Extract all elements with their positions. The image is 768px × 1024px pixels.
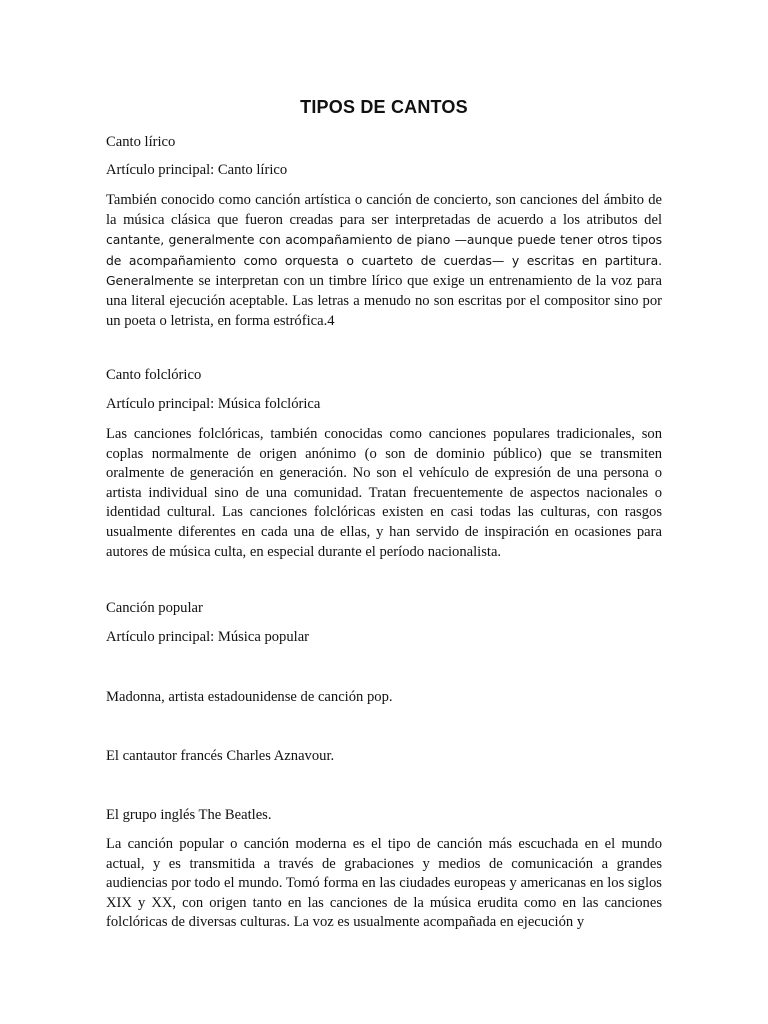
paragraph-canto-lirico [106,191,662,331]
document-title: TIPOS DE CANTOS [300,97,468,117]
document-page [106,0,662,1024]
article-reference-canto-folclorico: Artículo principal: Música folclórica [106,396,321,412]
section-heading-canto-lirico: Canto lírico [106,134,176,150]
paragraph-cancion-popular: La canción popular o canción moderna es el tipo de canción más escuchada en el mundo actual, y es transmitida a través de grabaciones y medios de comunicación a grandes audiencias por todo el mundo. Tomó forma en las ciudades europeas y americanas en los siglos XIX y XX, con origen tanto en las canciones de la música erudita como en las canciones folclóricas de diversas culturas. La voz es usualmente acompañada en ejecución y [106,836,662,931]
section-heading-canto-folclorico: Canto folclórico [106,367,202,383]
paragraph-text-sans: cantante, generalmente con acompañamiento de piano —aunque puede tener otros tipos de acompañamiento como orquesta o cuarteto de cuerdas— y escritas en partitura. Generalmente [106,232,662,289]
section-heading-cancion-popular: Canción popular [106,600,203,616]
paragraph-canto-folclorico: Las canciones folclóricas, también conocidas como canciones populares tradicionales, son coplas normalmente de origen anónimo (o son de dominio público) que se transmiten oralmente de generación en generación. No son el vehículo de expresión de una persona o artista individual sino de una comunidad. Tratan frecuentemente de aspectos nacionales o identidad cultural. Las canciones folclóricas existen en casi todas las culturas, con rasgos usualmente diferentes en cada una de ellas, y han servido de inspiración en ocasiones para autores de música culta, en especial durante el período nacionalista. [106,426,662,560]
paragraph-text-serif: se interpretan con un timbre lírico que exige un entrenamiento de la voz para una literal ejecución aceptable. Las letras a menudo no son escritas por el compositor sino por un poeta o letrista, en forma estrófica.4 [106,273,662,329]
image-caption-madonna: Madonna, artista estadounidense de canción pop. [106,689,393,705]
paragraph-text-serif: También conocido como canción artística o canción de concierto, son canciones del ámbito de la música clásica que fueron creadas para ser interpretadas de acuerdo a los atributos del [106,192,662,228]
article-reference-cancion-popular: Artículo principal: Música popular [106,629,310,645]
article-reference-canto-lirico: Artículo principal: Canto lírico [106,162,288,178]
image-caption-aznavour: El cantautor francés Charles Aznavour. [106,748,335,764]
image-caption-beatles: El grupo inglés The Beatles. [106,807,272,823]
